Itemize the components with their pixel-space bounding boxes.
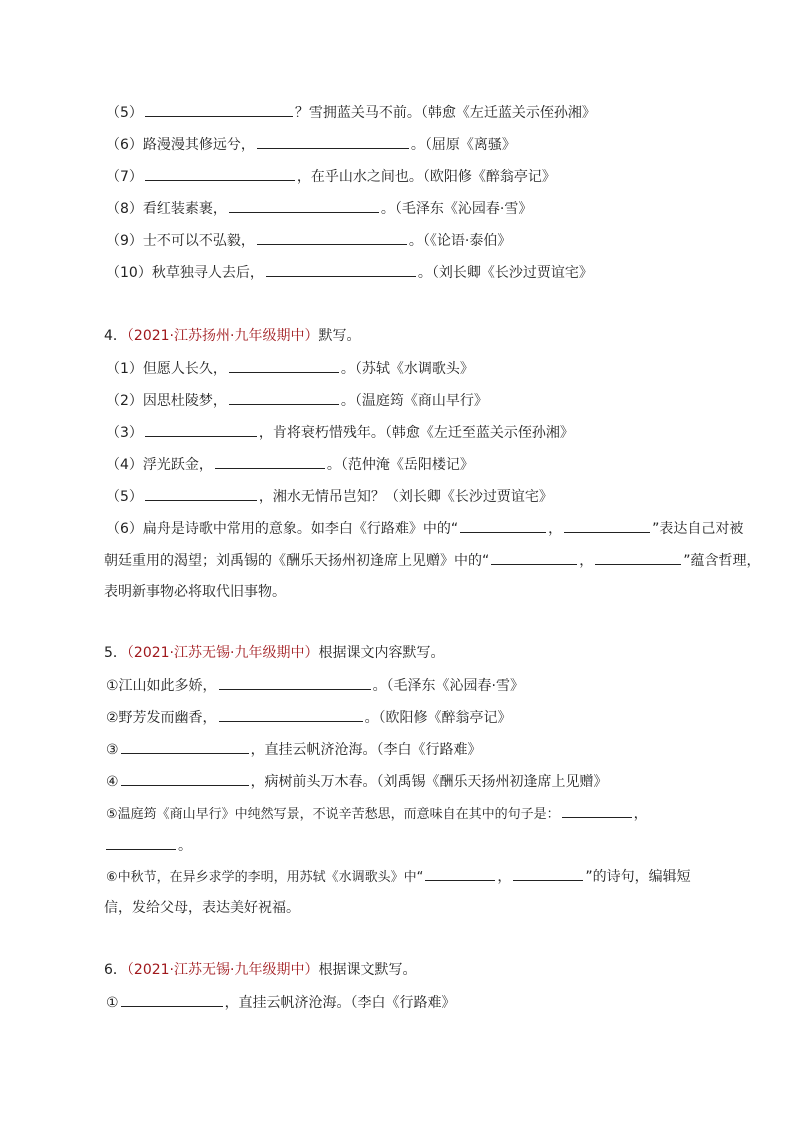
q3-item-6: [106, 134, 734, 155]
q5-item-5-line1: [106, 803, 734, 825]
q4-item-5: [106, 486, 734, 507]
q5-item-6-text-a: ⑥中秋节，在异乡求学的李明，用苏轼《水调歌头》中“: [106, 870, 424, 885]
q4-number: 4．: [104, 328, 127, 344]
q5-item-3-prefix: ③: [106, 742, 119, 758]
q4-item-3: [106, 422, 734, 443]
q4-item-6-text-c: ”表达自己对被: [652, 521, 744, 537]
q5-item-5-line2: [104, 835, 192, 856]
q5-item-1-prefix: ①江山如此多娇，: [106, 678, 217, 694]
q5-item-6-line1: [106, 866, 734, 888]
answer-blank[interactable]: [145, 486, 257, 501]
q5-item-1: [106, 675, 734, 696]
q6-source: （2021·江苏无锡·九年级期中）: [126, 962, 319, 978]
answer-blank[interactable]: [121, 992, 223, 1007]
answer-blank[interactable]: [229, 390, 339, 405]
q4-item-6-text-f: ”蕴含哲理，: [683, 553, 761, 569]
q5-item-6-text-c: ”的诗句，编辑短: [585, 869, 691, 885]
q3-item-7-prefix: （7）: [106, 169, 143, 185]
answer-blank[interactable]: [595, 550, 681, 565]
q3-item-7: [106, 166, 734, 187]
answer-blank[interactable]: [562, 803, 632, 818]
q5-number: 5．: [104, 645, 127, 661]
answer-blank[interactable]: [266, 262, 416, 277]
q5-item-1-text: 。（毛泽东《沁园春·雪》: [372, 678, 525, 694]
q4-heading: [104, 326, 734, 346]
q4-item-1-text: 。（苏轼《水调歌头》: [340, 361, 474, 377]
q5-item-6-line2: [104, 898, 300, 918]
answer-blank[interactable]: [215, 454, 325, 469]
q6-item-1-prefix: ①: [106, 995, 119, 1011]
q5-heading: [104, 643, 734, 663]
answer-blank[interactable]: [229, 198, 379, 213]
q4-item-2: [106, 390, 734, 411]
q4-item-4-text: 。（范仲淹《岳阳楼记》: [326, 457, 474, 473]
q3-item-10: [106, 262, 734, 283]
q4-item-4: [106, 454, 734, 475]
q5-item-5-period: 。: [178, 838, 192, 854]
answer-blank[interactable]: [121, 771, 249, 786]
q5-instruction: 根据课文内容默写。: [318, 645, 445, 661]
answer-blank[interactable]: [121, 739, 249, 754]
answer-blank[interactable]: [491, 550, 577, 565]
q6-item-1-text: ，直挂云帆济沧海。（李白《行路难》: [224, 995, 456, 1011]
q5-item-6-text-d: 信，发给父母，表达美好祝福。: [104, 900, 300, 916]
q4-item-6-line1: [106, 518, 744, 539]
q4-item-1-prefix: （1）但愿人长久，: [106, 361, 227, 377]
q3-item-9: [106, 230, 734, 251]
q5-item-2-text: 。（欧阳修《醉翁亭记》: [364, 710, 512, 726]
q5-item-3: [106, 739, 734, 760]
q6-number: 6．: [104, 962, 127, 978]
q4-item-4-prefix: （4）浮光跃金，: [106, 457, 213, 473]
q4-item-6-line2: [104, 550, 761, 571]
q4-instruction: 默写。: [318, 328, 361, 344]
q3-item-9-prefix: （9）士不可以不弘毅，: [106, 233, 255, 249]
q3-item-10-text: 。（刘长卿《长沙过贾谊宅》: [417, 265, 593, 281]
q3-item-8-text: 。（毛泽东《沁园春·雪》: [380, 201, 533, 217]
q4-source: （2021·江苏扬州·九年级期中）: [126, 328, 319, 344]
answer-blank[interactable]: [145, 166, 295, 181]
q5-item-2-prefix: ②野芳发而幽香，: [106, 710, 217, 726]
q3-item-7-text: ，在乎山水之间也。（欧阳修《醉翁亭记》: [296, 169, 556, 185]
answer-blank[interactable]: [219, 707, 363, 722]
q4-item-5-prefix: （5）: [106, 489, 143, 505]
q5-item-4-text: ，病树前头万木春。（刘禹锡《酬乐天扬州初逢席上见赠》: [250, 774, 608, 790]
q3-item-8: [106, 198, 734, 219]
answer-blank[interactable]: [513, 866, 583, 881]
answer-blank[interactable]: [564, 518, 650, 533]
q4-item-2-text: 。（温庭筠《商山早行》: [340, 393, 488, 409]
answer-blank[interactable]: [106, 835, 176, 850]
q6-instruction: 根据课文默写。: [318, 962, 417, 978]
q4-item-6-text-a: （6）扁舟是诗歌中常用的意象。如李白《行路难》中的“: [106, 521, 459, 537]
q5-item-3-text: ，直挂云帆济沧海。（李白《行路难》: [250, 742, 482, 758]
q3-item-9-text: 。（《论语·泰伯》: [408, 233, 512, 249]
q5-source: （2021·江苏无锡·九年级期中）: [126, 645, 319, 661]
q4-item-6-comma: ，: [548, 521, 563, 537]
q5-item-4: [106, 771, 734, 792]
answer-blank[interactable]: [257, 230, 407, 245]
answer-blank[interactable]: [460, 518, 546, 533]
q5-item-5-comma: ，: [633, 806, 648, 822]
q3-item-8-prefix: （8）看红装素裹，: [106, 201, 227, 217]
answer-blank[interactable]: [145, 422, 257, 437]
answer-blank[interactable]: [257, 134, 409, 149]
q6-item-1: [106, 992, 734, 1013]
q3-item-5: [106, 102, 734, 123]
q3-item-6-text: 。（屈原《离骚》: [410, 137, 516, 153]
q4-item-5-text: ，湘水无情吊岂知？（刘长卿《长沙过贾谊宅》: [258, 489, 553, 505]
answer-blank[interactable]: [229, 358, 339, 373]
q3-item-5-prefix: （5）: [106, 105, 143, 121]
q4-item-6-text-g: 表明新事物必将取代旧事物。: [104, 584, 286, 600]
q4-item-3-prefix: （3）: [106, 425, 143, 441]
q5-item-2: [106, 707, 734, 728]
q5-item-4-prefix: ④: [106, 774, 119, 790]
q4-item-6-line3: [104, 582, 286, 602]
q4-item-2-prefix: （2）因思杜陵梦，: [106, 393, 227, 409]
q4-item-6-text-d: 朝廷重用的渴望；刘禹锡的《酬乐天扬州初逢席上见赠》中的“: [104, 553, 490, 569]
q5-item-6-comma: ，: [497, 869, 512, 885]
q4-item-6-comma-2: ，: [579, 553, 594, 569]
q5-item-5-text-a: ⑤温庭筠《商山早行》中纯然写景，不说辛苦愁思，而意味自在其中的句子是：: [106, 807, 560, 822]
answer-blank[interactable]: [425, 866, 495, 881]
q4-item-3-text: ，肯将衰朽惜残年。（韩愈《左迁至蓝关示侄孙湘》: [258, 425, 574, 441]
q4-item-1: [106, 358, 734, 379]
answer-blank[interactable]: [145, 102, 293, 117]
q3-item-5-text: ？雪拥蓝关马不前。（韩愈《左迁蓝关示侄孙湘》: [294, 105, 596, 121]
answer-blank[interactable]: [219, 675, 371, 690]
q6-heading: [104, 960, 734, 980]
q3-item-10-prefix: （10）秋草独寻人去后，: [106, 265, 264, 281]
q3-item-6-prefix: （6）路漫漫其修远兮，: [106, 137, 255, 153]
